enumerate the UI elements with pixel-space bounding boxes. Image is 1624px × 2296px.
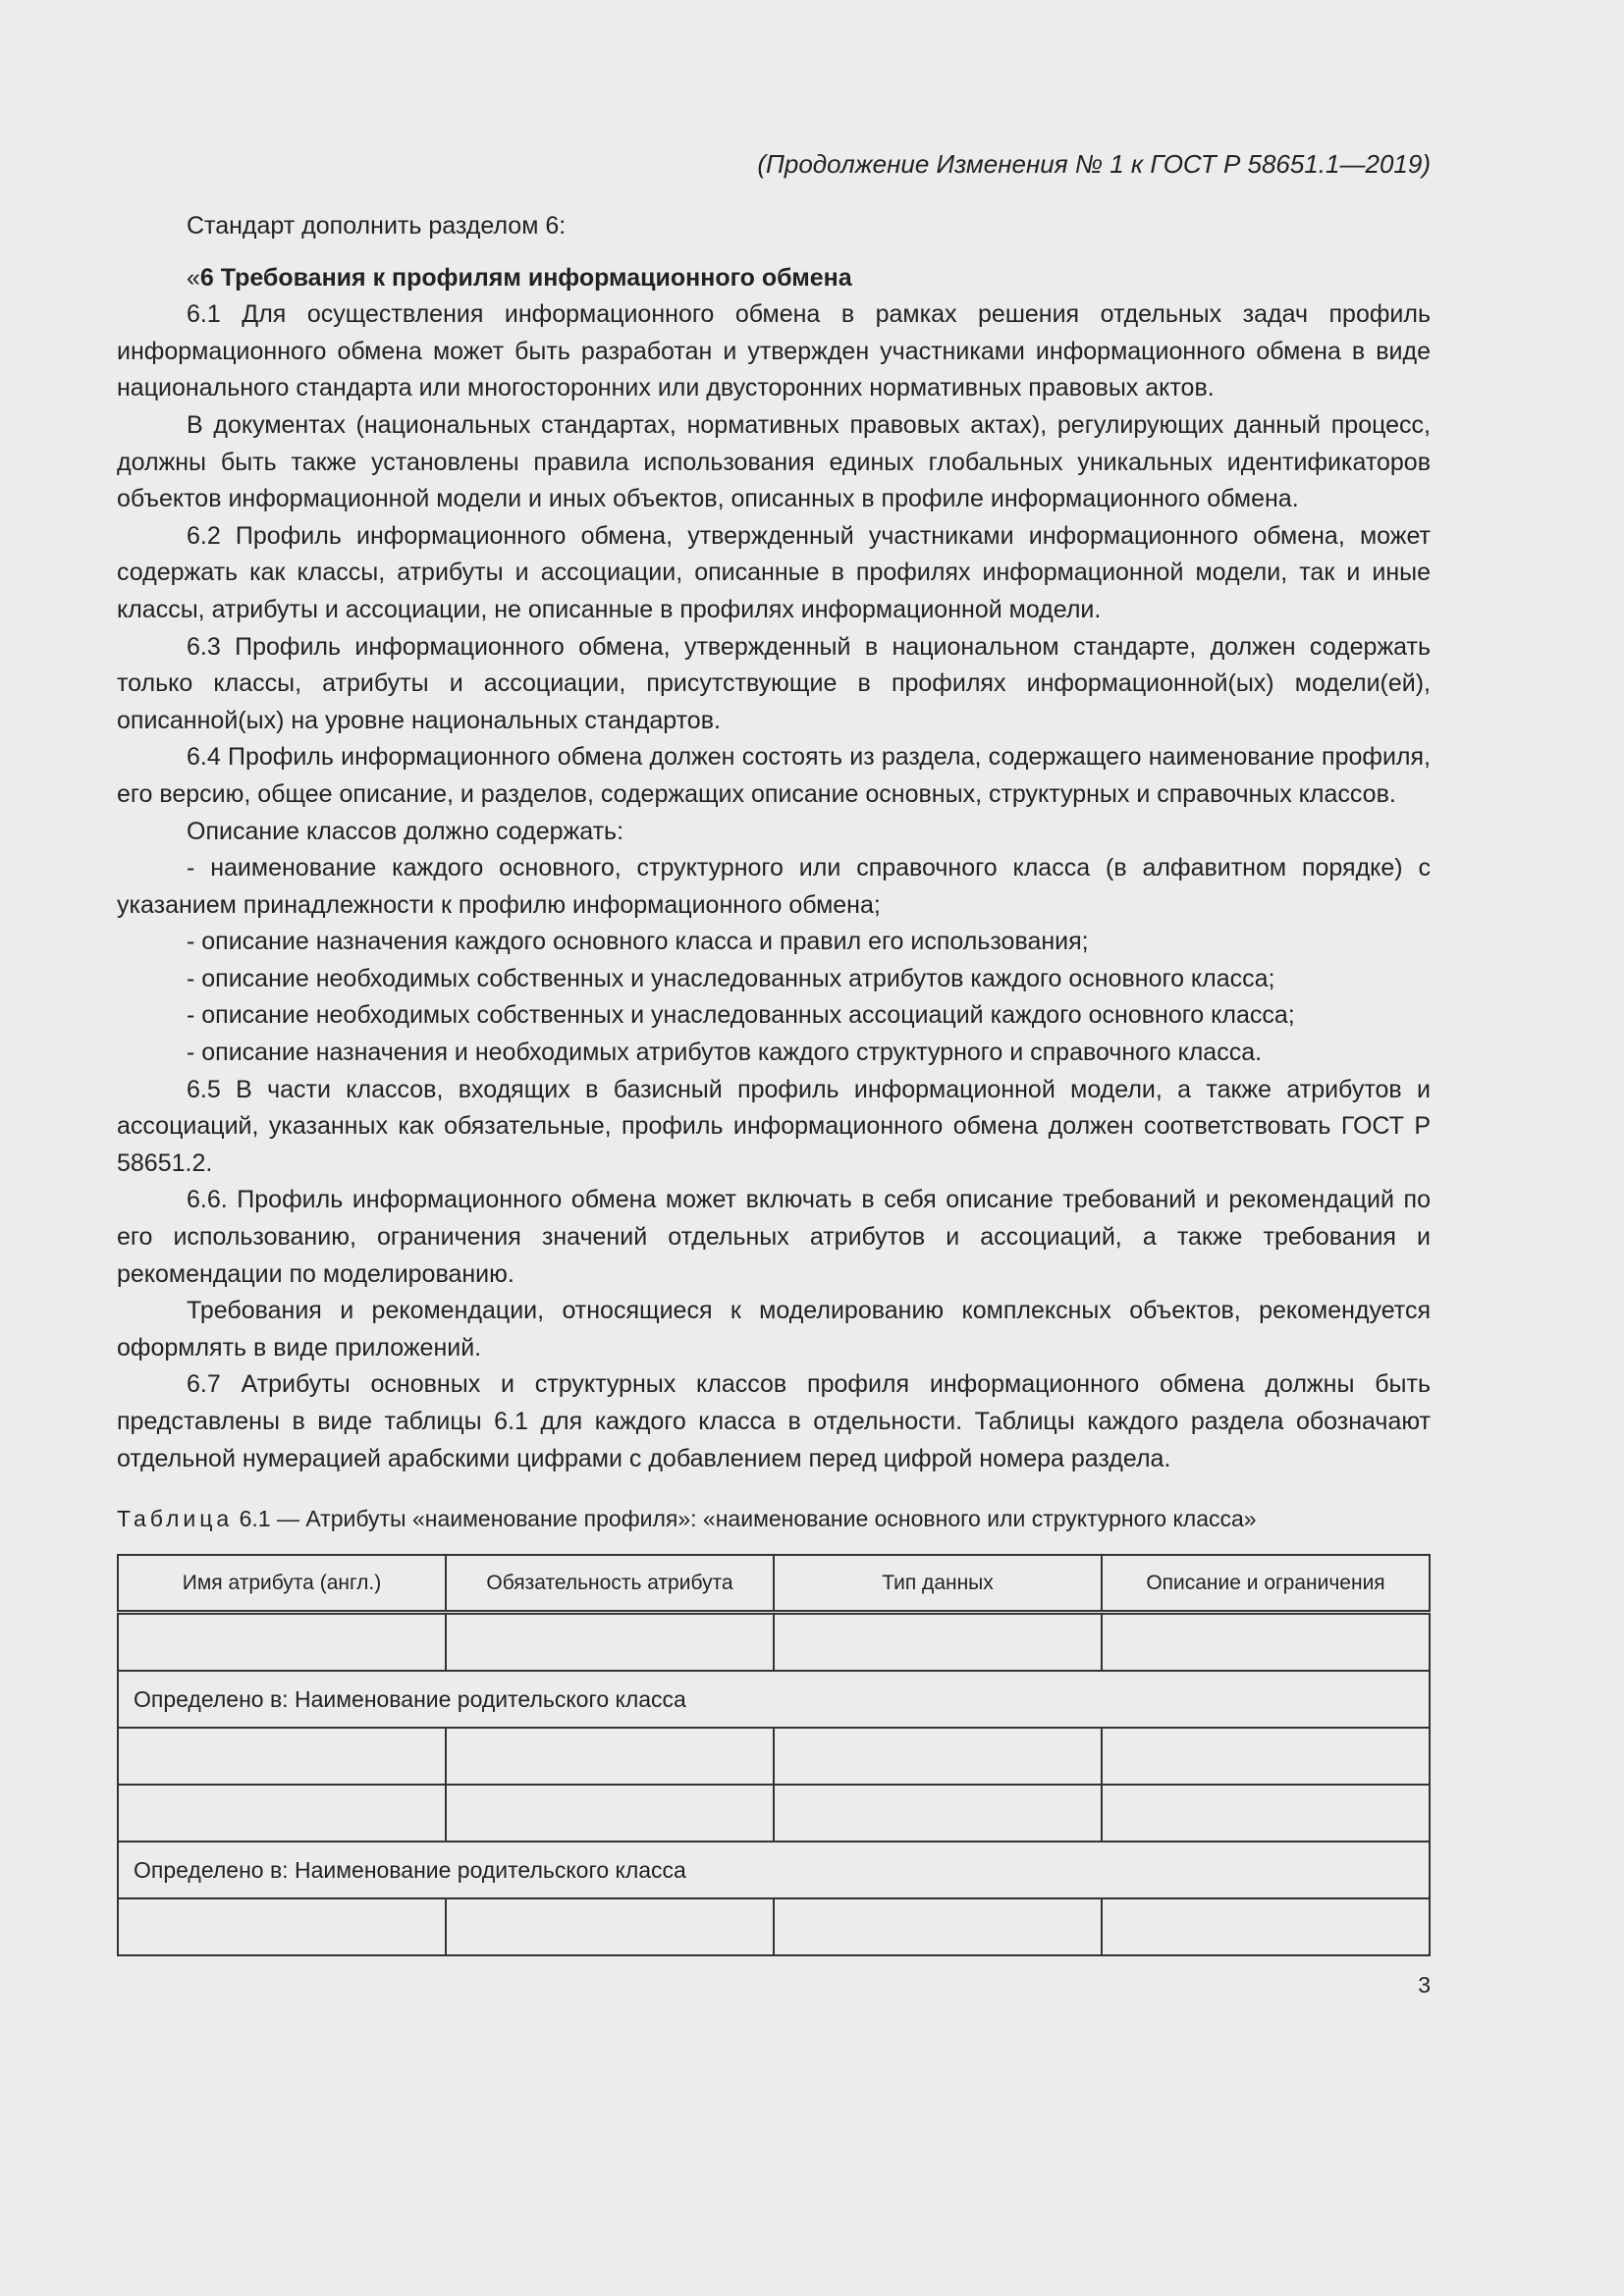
- attributes-table: [117, 1554, 1431, 1956]
- table-cell: [446, 1728, 774, 1785]
- list-item: - наименование каждого основного, структурного или справочного класса (в алфавитном порядке) с указанием принадлежности к профилю информационного обмена;: [117, 854, 1431, 919]
- table-cell: [118, 1613, 446, 1672]
- table-cell: [774, 1785, 1102, 1842]
- table-row: [118, 1613, 1430, 1672]
- document-page: [117, 145, 1431, 2000]
- column-header-data-type: Тип данных: [774, 1555, 1102, 1613]
- paragraph-6-1: 6.1 Для осуществления информационного обмена в рамках решения отдельных задач профиль информационного обмена может быть разработан и утвержден участниками информационного обмена в виде национального стандарта или многосторонних или двусторонних нормативных правовых актов.: [117, 300, 1431, 402]
- paragraph-6-6: 6.6. Профиль информационного обмена может включать в себя описание требований и рекомендаций по его использованию, ограничения значений отдельных атрибутов и ассоциаций, а также требования и рекомендации по моделированию.: [117, 1186, 1431, 1288]
- table-cell: [1102, 1728, 1430, 1785]
- table-caption-label: Таблица: [117, 1506, 234, 1532]
- section-heading-text: 6 Требования к профилям информационного обмена: [199, 263, 852, 292]
- list-item: - описание необходимых собственных и унаследованных ассоциаций каждого основного класса;: [187, 1001, 1295, 1030]
- intro-paragraph: Стандарт дополнить разделом 6:: [187, 212, 567, 240]
- table-cell: [774, 1728, 1102, 1785]
- table-row-defined-in: [118, 1842, 1430, 1898]
- table-cell: [118, 1898, 446, 1955]
- table-cell: [1102, 1898, 1430, 1955]
- paragraph-6-5: 6.5 В части классов, входящих в базисный профиль информационной модели, а также атрибутов и ассоциаций, указанных как обязательные, профиль информационного обмена должен соответствовать ГОСТ Р 58651.2.: [117, 1075, 1431, 1177]
- table-cell: [118, 1785, 446, 1842]
- table-caption: [117, 1503, 1431, 1534]
- list-item: - описание назначения и необходимых атрибутов каждого структурного и справочного класса.: [187, 1039, 1263, 1067]
- list-item: - описание назначения каждого основного класса и правил его использования;: [187, 928, 1089, 956]
- paragraph-6-4: 6.4 Профиль информационного обмена должен состоять из раздела, содержащего наименование профиля, его версию, общее описание, и разделов, содержащих описание основных, структурных и справочных классов.: [117, 743, 1431, 808]
- running-header: (Продолжение Изменения № 1 к ГОСТ Р 58651.1—2019): [757, 149, 1431, 179]
- paragraph-6-6-modeling: Требования и рекомендации, относящиеся к моделированию комплексных объектов, рекомендуется оформлять в виде приложений.: [117, 1297, 1431, 1362]
- column-header-description: Описание и ограничения: [1102, 1555, 1430, 1613]
- paragraph-6-2: 6.2 Профиль информационного обмена, утвержденный участниками информационного обмена, может содержать как классы, атрибуты и ассоциации, описанные в профилях информационной модели, так и иные классы, атрибуты и ассоциации, не описанные в профилях информационной модели.: [117, 521, 1431, 623]
- table-row: [118, 1785, 1430, 1842]
- table-row-defined-in: [118, 1671, 1430, 1728]
- column-header-attribute-name: Имя атрибута (англ.): [118, 1555, 446, 1613]
- table-cell: [774, 1898, 1102, 1955]
- table-cell: [446, 1613, 774, 1672]
- table-cell: [446, 1785, 774, 1842]
- list-item: - описание необходимых собственных и унаследованных атрибутов каждого основного класса;: [187, 964, 1275, 992]
- table-cell: [118, 1728, 446, 1785]
- paragraph-6-1-documents: В документах (национальных стандартах, нормативных правовых актах), регулирующих данный процесс, должны быть также установлены правила использования единых глобальных уникальных идентификаторов объектов информационной модели и иных объектов, описанных в профиле информационного обмена.: [117, 410, 1431, 513]
- table-cell: [1102, 1785, 1430, 1842]
- page-number: 3: [1418, 1972, 1431, 1999]
- paragraph-6-3: 6.3 Профиль информационного обмена, утвержденный в национальном стандарте, должен содержать только классы, атрибуты и ассоциации, присутствующие в профилях информационной(ых) модели(ей), описанной(ых) на уровне национальных стандартов.: [117, 632, 1431, 734]
- paragraph-6-7: 6.7 Атрибуты основных и структурных классов профиля информационного обмена должны быть представлены в виде таблицы 6.1 для каждого класса в отдельности. Таблицы каждого раздела обозначают отдельной нумерацией арабскими цифрами с добавлением перед цифрой номера раздела.: [117, 1370, 1431, 1472]
- table-cell: [446, 1898, 774, 1955]
- table-cell: [1102, 1613, 1430, 1672]
- table-row: [118, 1728, 1430, 1785]
- table-cell: [774, 1613, 1102, 1672]
- table-row: [118, 1898, 1430, 1955]
- defined-in-cell: Определено в: Наименование родительского класса: [118, 1842, 1430, 1898]
- class-description-intro: Описание классов должно содержать:: [187, 817, 624, 845]
- table-caption-text: 6.1 — Атрибуты «наименование профиля»: «наименование основного или структурного класса»: [233, 1506, 1257, 1532]
- defined-in-cell: Определено в: Наименование родительского класса: [118, 1671, 1430, 1728]
- table-header-row: [118, 1555, 1430, 1613]
- section-heading: [117, 260, 1431, 297]
- opening-quote: «: [187, 263, 200, 292]
- column-header-obligation: Обязательность атрибута: [446, 1555, 774, 1613]
